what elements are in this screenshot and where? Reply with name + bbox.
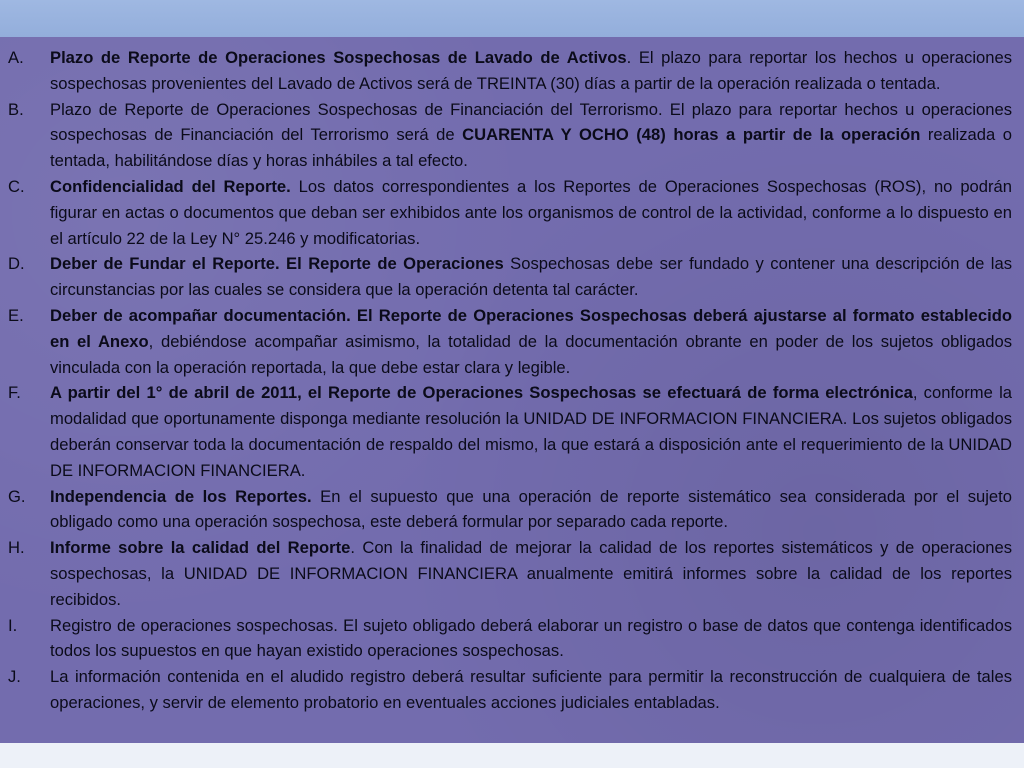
list-item-f: [8, 380, 1012, 483]
list-item-j: [8, 664, 1012, 716]
item-heading: Informe sobre la calidad del Reporte: [50, 538, 351, 558]
item-body-continued: realizada o tentada, habilitándose días y horas inhábiles a tal efecto.: [50, 125, 1012, 171]
list-item-e: [8, 303, 1012, 380]
item-body: En el supuesto que una operación de reporte sistemático sea considerada por el sujeto obligado como una operación sospechosa, este deberá formular por separado cada reporte.: [50, 486, 1012, 532]
lettered-list: [8, 45, 1012, 716]
item-letter: D.: [8, 254, 25, 274]
item-body: Registro de operaciones sospechosas. El sujeto obligado deberá elaborar un registro o base de datos que contenga identificados todos los supuestos en que hayan existido operaciones sospechosas.: [50, 615, 1012, 661]
item-heading: A partir del 1° de abril de 2011, el Reporte de Operaciones Sospechosas se efectuará de forma electrónica: [50, 383, 913, 403]
item-letter: C.: [8, 176, 25, 196]
item-text: [50, 535, 1012, 612]
item-heading: Deber de Fundar el Reporte. El Reporte de Operaciones: [50, 254, 504, 274]
item-letter: B.: [8, 99, 24, 119]
item-heading: Confidencialidad del Reporte.: [50, 176, 291, 196]
item-text: [50, 174, 1012, 251]
item-body: . Con la finalidad de mejorar la calidad de los reportes sistemáticos y de operaciones sospechosas, la UNIDAD DE INFORMACION FINANCIERA anualmente emitirá informes sobre la calidad de los reportes recibidos.: [50, 538, 1012, 609]
list-item-g: [8, 484, 1012, 536]
item-body: Sospechosas debe ser fundado y contener una descripción de las circunstancias por las cuales se considera que la operación detenta tal carácter.: [50, 254, 1012, 300]
content-panel: [0, 37, 1024, 743]
item-text: [50, 484, 1012, 536]
item-body: , conforme la modalidad que oportunamente disponga mediante resolución la UNIDAD DE INFORMACION FINANCIERA. Los sujetos obligados deberán conservar toda la documentación de respaldo del mismo, la que estará a disposición ante el requerimiento de la UNIDAD DE INFORMACION FINANCIERA.: [50, 383, 1013, 480]
item-heading: Plazo de Reporte de Operaciones Sospechosas de Lavado de Activos: [50, 48, 627, 67]
item-text: [50, 380, 1012, 483]
item-emphasis: CUARENTA Y OCHO (48) horas a partir de la operación: [462, 125, 921, 145]
item-letter: I.: [8, 615, 18, 635]
list-item-a: [8, 45, 1012, 97]
item-body: Plazo de Reporte de Operaciones Sospechosas de Financiación del Terrorismo. El plazo para reportar hechos u operaciones sospechosas de Financiación del Terrorismo será de: [50, 99, 1012, 145]
item-text: [50, 613, 1012, 665]
item-letter: G.: [8, 486, 26, 506]
item-letter: A.: [8, 48, 24, 67]
item-text: [50, 97, 1012, 174]
list-item-b: [8, 97, 1012, 174]
item-body: Los datos correspondientes a los Reportes de Operaciones Sospechosas (ROS), no podrán figurar en actas o documentos que deban ser exhibidos ante los organismos de control de la actividad, conforme a lo dispuesto en el artículo 22 de la Ley N° 25.246 y modificatorias.: [50, 176, 1012, 248]
item-letter: E.: [8, 305, 24, 325]
item-body: La información contenida en el aludido registro deberá resultar suficiente para permitir la reconstrucción de cualquiera de tales operaciones, y servir de elemento probatorio en eventuales acciones judiciales entabladas.: [50, 667, 1012, 712]
list-item-c: [8, 174, 1012, 251]
item-letter: H.: [8, 538, 25, 558]
slide-top-band: [0, 0, 1024, 37]
item-body: , debiéndose acompañar asimismo, la totalidad de la documentación obrante en poder de los sujetos obligados vinculada con la operación reportada, la que debe estar clara y legible.: [50, 331, 1012, 377]
item-letter: F.: [8, 383, 21, 403]
item-letter: J.: [8, 667, 21, 687]
list-item-i: [8, 613, 1012, 665]
item-heading: Deber de acompañar documentación. El Reporte de Operaciones Sospechosas deberá ajustarse al formato establecido en el Anexo: [50, 305, 1012, 351]
item-text: [50, 251, 1012, 303]
item-text: [50, 303, 1012, 380]
item-heading: Independencia de los Reportes.: [50, 486, 312, 506]
list-item-h: [8, 535, 1012, 612]
item-text: [50, 664, 1012, 716]
slide-bottom-strip: [0, 743, 1024, 768]
list-item-d: [8, 251, 1012, 303]
item-body: . El plazo para reportar los hechos u operaciones sospechosas provenientes del Lavado de Activos será de TREINTA (30) días a partir de la operación realizada o tentada.: [50, 48, 1013, 93]
item-text: [50, 45, 1012, 97]
